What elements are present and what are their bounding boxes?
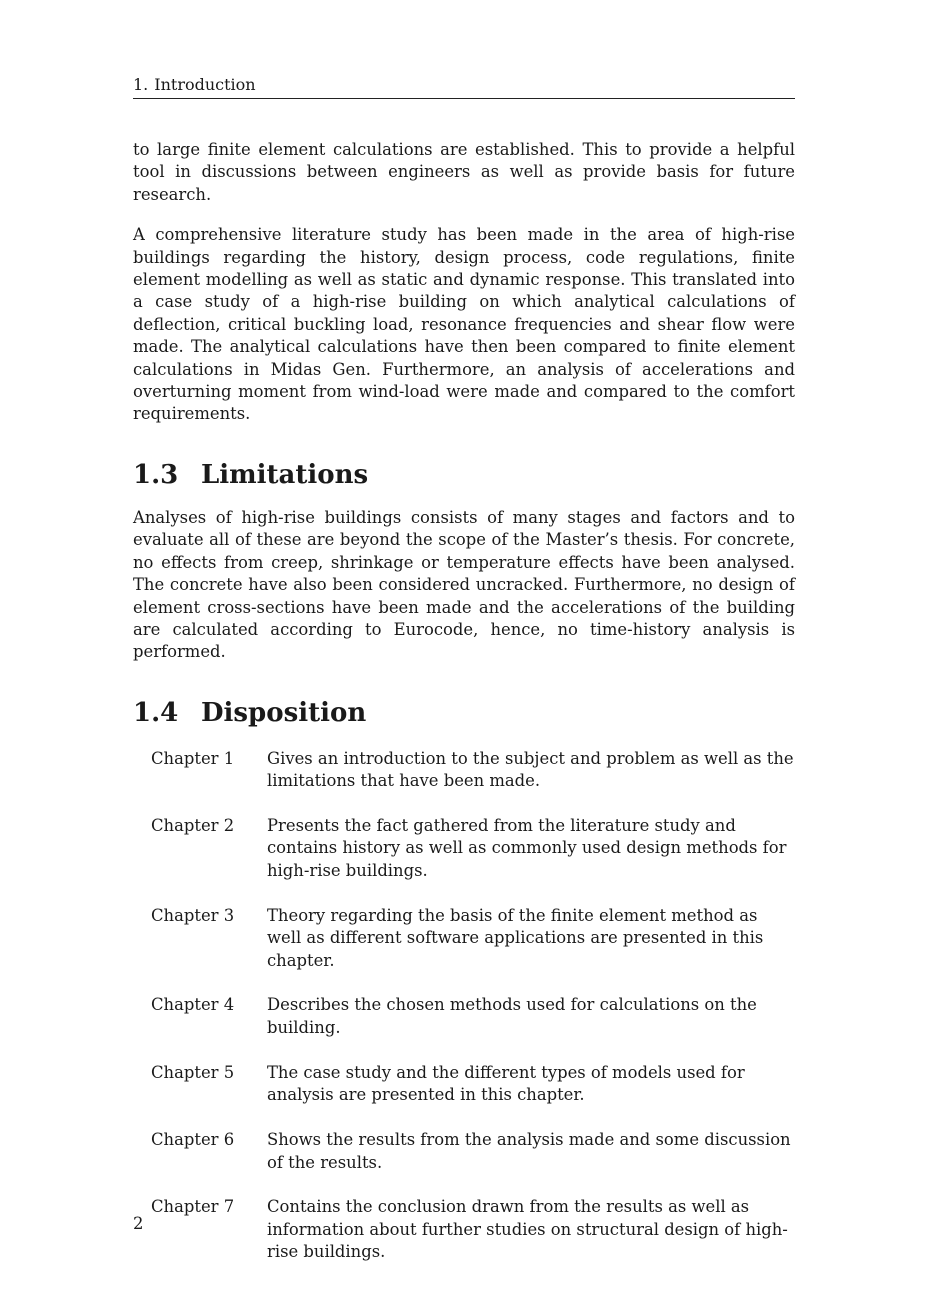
section-heading-disposition bbox=[133, 698, 795, 728]
disposition-description: Gives an introduction to the subject and problem as well as the limitations that have been made. bbox=[267, 748, 794, 791]
page-body bbox=[133, 74, 795, 1286]
header-section-number: 1. bbox=[133, 75, 149, 94]
disposition-chapter-label: Chapter 4 bbox=[151, 995, 235, 1015]
disposition-chapter-label: Chapter 3 bbox=[151, 905, 235, 925]
section-title: Limitations bbox=[201, 459, 369, 490]
disposition-item bbox=[151, 1129, 795, 1174]
running-header bbox=[133, 74, 795, 99]
header-section-title: Introduction bbox=[154, 75, 256, 94]
section-heading-limitations bbox=[133, 460, 795, 490]
disposition-description: Theory regarding the basis of the finite element method as well as different software applications are presented in this chapter. bbox=[267, 905, 764, 970]
disposition-list bbox=[133, 748, 795, 1264]
disposition-description: The case study and the different types of models used for analysis are presented in this chapter. bbox=[267, 1062, 745, 1105]
disposition-chapter-label: Chapter 2 bbox=[151, 816, 235, 836]
disposition-item bbox=[151, 748, 795, 793]
disposition-chapter-label: Chapter 6 bbox=[151, 1130, 235, 1150]
disposition-item bbox=[151, 905, 795, 972]
disposition-description: Shows the results from the analysis made and some discussion of the results. bbox=[267, 1130, 791, 1172]
disposition-item bbox=[151, 994, 795, 1039]
section-number: 1.4 bbox=[133, 697, 179, 728]
page-number: 2 bbox=[133, 1214, 144, 1233]
disposition-description: Describes the chosen methods used for calculations on the building. bbox=[267, 995, 757, 1037]
section-number: 1.3 bbox=[133, 459, 179, 490]
disposition-chapter-label: Chapter 5 bbox=[151, 1062, 235, 1082]
disposition-chapter-label: Chapter 1 bbox=[151, 748, 235, 768]
section-title: Disposition bbox=[201, 697, 367, 728]
disposition-description: Presents the fact gathered from the literature study and contains history as well as commonly used design methods for high-rise buildings. bbox=[267, 816, 787, 880]
disposition-chapter-label: Chapter 7 bbox=[151, 1197, 235, 1217]
body-paragraph-1: to large finite element calculations are established. This to provide a helpful tool in discussions between engineers as well as provide basis for future research. bbox=[133, 140, 795, 204]
disposition-item bbox=[151, 1196, 795, 1263]
disposition-description: Contains the conclusion drawn from the results as well as information about further studies on structural design of high-rise buildings. bbox=[267, 1197, 788, 1262]
disposition-item bbox=[151, 1062, 795, 1107]
limitations-paragraph: Analyses of high-rise buildings consists of many stages and factors and to evaluate all of these are beyond the scope of the Master’s thesis. For concrete, no effects from creep, shrinkage or temperature effects have been analysed. The concrete have also been considered uncracked. Furthermore, no design of element cross-sections have been made and the accelerations of the building are calculated according to Eurocode, hence, no time-history analysis is performed. bbox=[133, 507, 795, 662]
disposition-item bbox=[151, 815, 795, 882]
body-paragraph-2: A comprehensive literature study has been made in the area of high-rise buildings regarding the history, design process, code regulations, finite element modelling as well as static and dynamic response. This translated into a case study of a high-rise building on which analytical calculations of deflection, critical buckling load, resonance frequencies and shear flow were made. The analytical calculations have then been compared to finite element calculations in Midas Gen. Furthermore, an analysis of accelerations and overturning moment from wind-load were made and compared to the comfort requirements. bbox=[133, 225, 795, 424]
